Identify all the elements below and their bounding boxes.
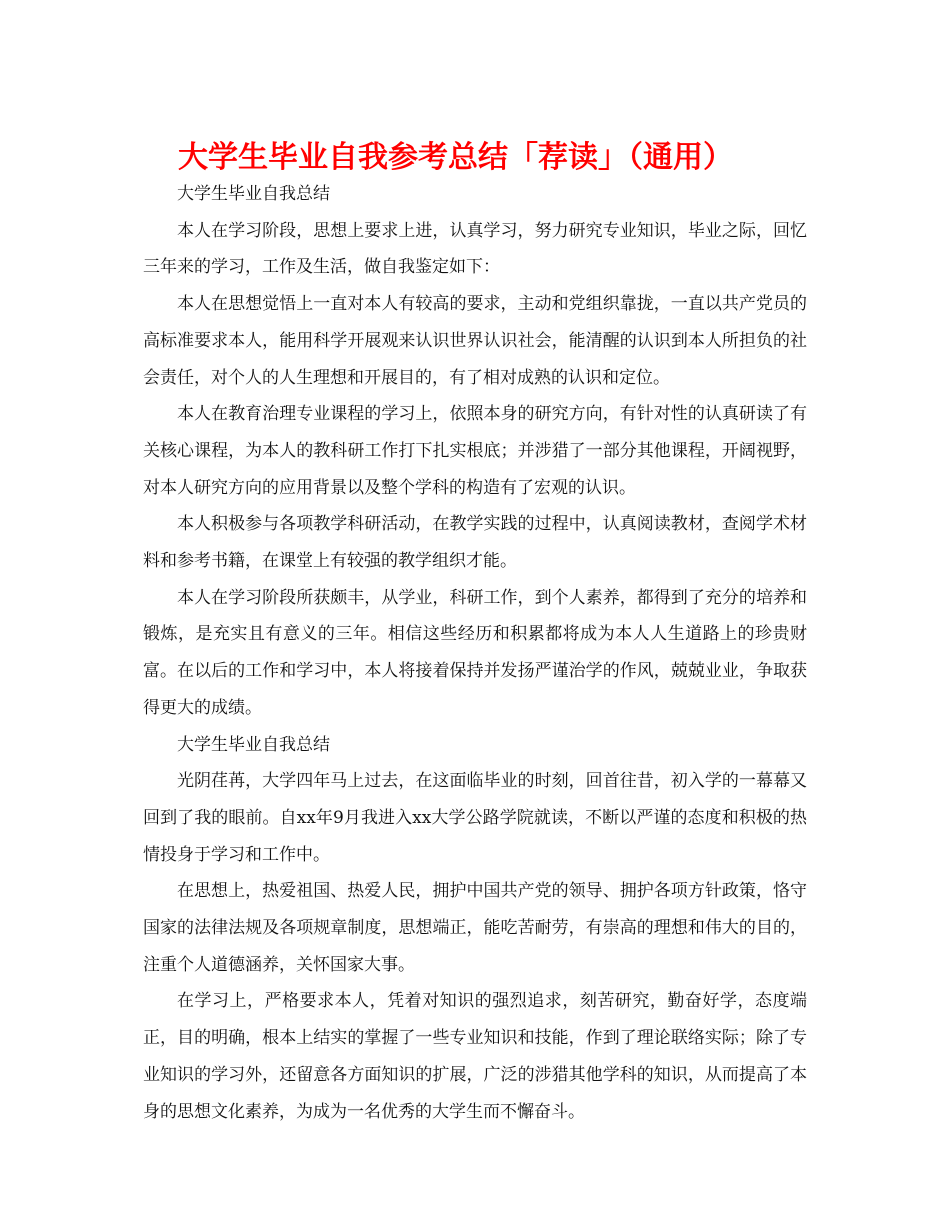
- paragraph: 本人在思想觉悟上一直对本人有较高的要求，主动和党组织靠拢，一直以共产党员的高标准要求本人，能用科学开展观来认识世界认识社会，能清醒的认识到本人所担负的社会责任，对个人的人生理想和开展目的，有了相对成熟的认识和定位。: [143, 294, 807, 388]
- paragraph: 本人在学习阶段，思想上要求上进，认真学习，努力研究专业知识，毕业之际，回忆三年来的学习，工作及生活，做自我鉴定如下：: [143, 220, 807, 278]
- paragraph: 在学习上，严格要求本人，凭着对知识的强烈追求，刻苦研究，勤奋好学，态度端正，目的明确，根本上结实的掌握了一些专业知识和技能，作到了理论联络实际；除了专业知识的学习外，还留意各方面知识的扩展，广泛的涉猎其他学科的知识，从而提高了本身的思想文化素养，为成为一名优秀的大学生而不懈奋斗。: [143, 991, 807, 1122]
- paragraph: 本人在学习阶段所获颇丰，从学业，科研工作，到个人素养，都得到了充分的培养和锻炼，是充实且有意义的三年。相信这些经历和积累都将成为本人人生道路上的珍贵财富。在以后的工作和学习中，本人将接着保持并发扬严谨治学的作风，兢兢业业，争取获得更大的成绩。: [143, 587, 807, 718]
- paragraph: 光阴荏苒，大学四年马上过去，在这面临毕业的时刻，回首往昔，初入学的一幕幕又回到了我的眼前。自xx年9月我进入xx大学公路学院就读，不断以严谨的态度和积极的热情投身于学习和工作中。: [143, 771, 807, 865]
- section-heading: 大学生毕业自我总结: [177, 184, 330, 204]
- paragraph: 在思想上，热爱祖国、热爱人民，拥护中国共产党的领导、拥护各项方针政策，恪守国家的法律法规及各项规章制度，思想端正，能吃苦耐劳，有崇高的理想和伟大的目的，注重个人道德涵养，关怀国家大事。: [143, 881, 807, 975]
- paragraph: 本人积极参与各项教学科研活动，在教学实践的过程中，认真阅读教材，查阅学术材料和参考书籍，在课堂上有较强的教学组织才能。: [143, 514, 807, 572]
- paragraph: 本人在教育治理专业课程的学习上，依照本身的研究方向，有针对性的认真研读了有关核心课程，为本人的教科研工作打下扎实根底；并涉猎了一部分其他课程，开阔视野，对本人研究方向的应用背景以及整个学科的构造有了宏观的认识。: [143, 404, 807, 498]
- document-body: [143, 176, 807, 1130]
- document-title: 大学生毕业自我参考总结「荐读」（通用）: [178, 140, 733, 175]
- section-heading: 大学生毕业自我总结: [177, 734, 330, 755]
